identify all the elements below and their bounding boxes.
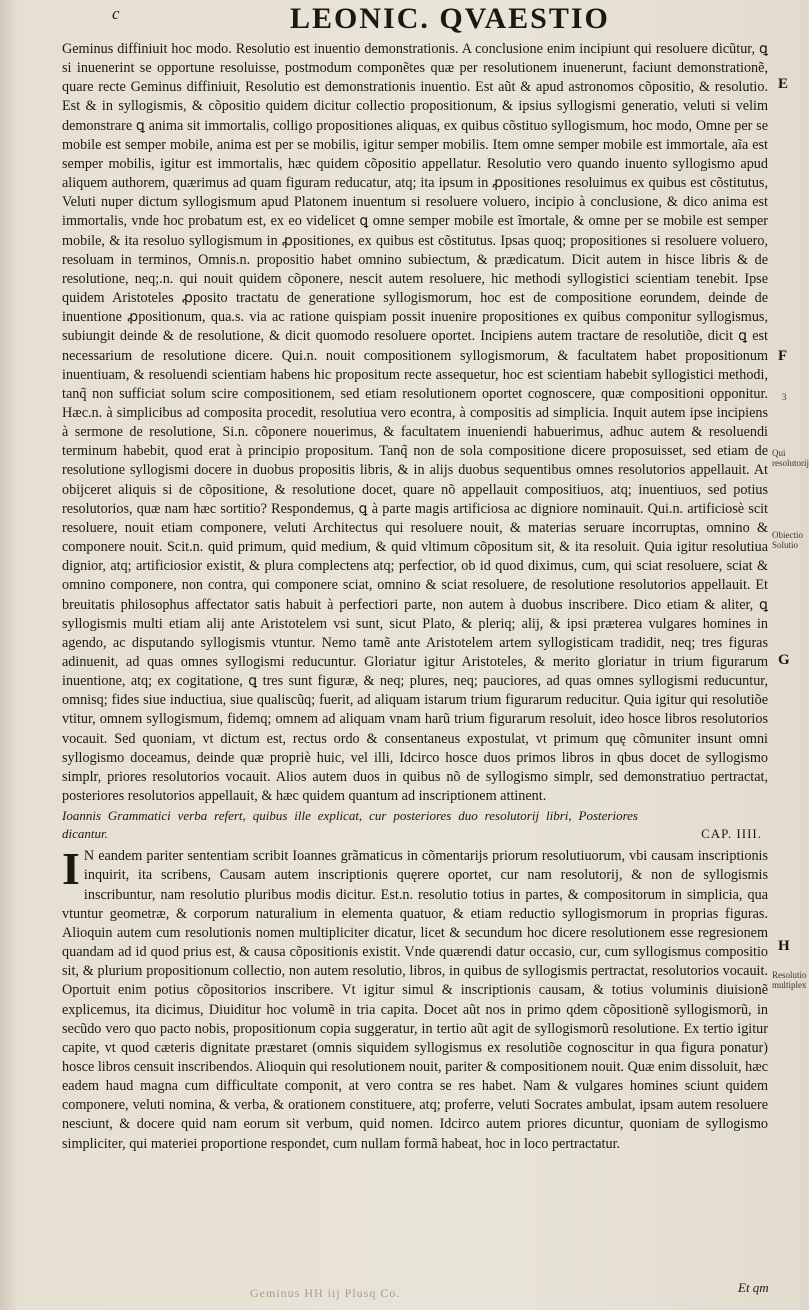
page-number: c bbox=[112, 4, 120, 23]
margin-note-number: 3 bbox=[782, 392, 787, 402]
margin-note-resolutio: Resolutio multiplex bbox=[772, 970, 807, 990]
margin-letter-g: G bbox=[778, 652, 790, 668]
chapter-label: CAP. IIII. bbox=[701, 826, 762, 842]
main-text-block bbox=[62, 40, 768, 1154]
paragraph-1: Geminus diffiniuit hoc modo. Resolutio est inuentio demonstrationis. A conclusione enim incipiunt qui resoluere dicũtur, ꝗ si inuenerint se opportune resoluisse, postmodum componẽtes quæ per resolutionem inuenerunt, faciunt demonstrationẽ, quare recte Geminus diffiniuit, Resolutio est demonstrationis inuentio. Est aũt & apud astronomos cõpositio, & resolutio. Est & in syllogismis, & cõpositio quidem dicitur collectio propositionum, & ipsius syllogismi generatio, veluti si velim demonstrare ꝗ anima sit immortalis, colligo propositiones aliquas, ex quibus cõstituo syllogismum, hoc modo, Omne per se mobile est semper mobile, anima est per se mobilis, igitur semper mobilis. Item omne semper mobile est immortale, aĩa est semper mobilis, igitur est immortalis, hæc quidem cõpositio appellatur. Resolutio vero quando inuento syllogismo apud aliquem authorem, quærimus ad quam figuram reducatur, atq; ita ipsum in ꝓpositiones resoluimus ex quibus est cõstitutus, Veluti nuper dictum syllogismum apud Platonem inuentum si resoluere voluero, incipio à conclusione, & dico anima est immortalis, vnde hoc probatum est, ex eo videlicet ꝗ omne semper mobile est ĩmortale, & omne per se mobile est semper mobile, & ita resoluo syllogismum in ꝓpositiones, ex quibus est cõstitutus. Ipsas quoq; propositiones si resoluere voluero, resoluam in terminos, Omnis.n. propositio habet omnino subiectum, & prædicatum. Dicit autem in hisce libris & de resolutione, neq;.n. qui nouit quidem cõponere, nescit autem resoluere, hic methodi syllogistici scientiam tenebit. Ipse quidem Aristoteles ꝓposito tractatu de generatione syllogismorum, hoc est de compositione eorundem, deinde de inuentione ꝓpositionum, qua.s. via ac ratione quispiam possit inuenire propositiones ex quibus componitur syllogismus, subiungit deinde & de resolutione, & dicit quomodo resoluere oportet. Incipiens autem tractare de resolutiõe, dicit ꝗ est necessarium de resolutione dicere. Qui.n. nouit compositionem syllogismorum, & facultatem habet propositionum inuentiuam, & resoluendi scientiam habens hic propositum recte assequetur, hoc est scientiam habebit syllogistici methodi, tanq̃ non sufficiat solum scire compositionem, sed etiam resolutionem oportet cognoscere, quæ compositioni opponitur. Hæc.n. à simplicibus ad composita procedit, resolutiua vero econtra, à compositis ad simplicia. Inquit autem ipse incipiens à sermone de resolutione, Si.n. cõponere nouerimus, & facultatem inueniendi habuerimus, adhuc autem & resoluendi terminum habebit, quod erat à principio propositum. Tanq̃ non de sola compositione dicere proposuisset, sed etiam de resolutione syllogismi docere in duobus propositis libris, & in alijs duobus sequentibus omnes resolutorios appellauit. At obijceret aliquis si de cõpositione, & resolutione docet, quare nõ appellauit compositiuos, atq; inuentiuos, sed potius resolutorios, quæ nam hæc sortitio? Respondemus, ꝗ à parte magis artificiosa ac digniore nominauit. Qui.n. artificiosè scit resoluere, nouit etiam componere, veluti Architectus qui resoluere nouit, & materias seruare incorruptas, omnino & componere nouit. Scit.n. quid primum, quid medium, & quid vltimum cõpositum sit, & ita resoluit. Quia igitur resolutiua dignior, atq; artificiosior existit, & plura complectens atq; perfectior, ob id quod diximus, cum, qui sciat resoluere, sciat & omnino componere, non contra, qui componere sciat, omnino & sciat resoluere, de resolutione resolutorios appellauit. Et breuitatis philosophus affectator satis habuit à perfectiori parte, non autem à duobus inscribere. Dico etiam & aliter, ꝗ syllogismis multi etiam alij ante Aristotelem vsi sunt, sicut Plato, & pleriq; alij, & ipsi præterea vulgares homines in agendo, ac disputando syllogismis vtuntur. Nemo tamẽ ante Aristotelem artem syllogisticam tradidit, neq; tres figuras adinuenit, ad quas omnes syllogismi reducuntur. Gloriatur igitur Aristoteles, & merito gloriatur in trium figurarum inuentione, atq; ex cogitatione, ꝗ tres sunt figuræ, & neq; plures, neq; pauciores, ad quas omnes syllogismi reducuntur, omnisq; fides siue inductiua, siue qualiscũq; fuerit, ad aliquam istarum trium figurarum reducitur. Quia igitur qui resolutiõe vtitur, omnem syllogismum, fidemq; omnem ad aliquam vnam harũ trium figurarum resoluit, ideo hosce libros resolutorios vocauit. Sed quoniam, vt dictum est, rectus ordo & consentaneus expostulat, vt primum quę cõmuniter insunt omni syllogismo doceamus, deinde quæ propriè huic, vel illi, Idcirco hosce duos primos libros in qbus docet de syllogismo simplr, priores resolutorios vocauit. Alios autem duos in quibus nõ de syllogismo simplr, sed demonstratiuo pertractat, posteriores resolutorios appellauit, & hæc quidem quantum ad inscriptionem attinent. bbox=[62, 41, 768, 805]
margin-letter-h: H bbox=[778, 938, 790, 954]
section-heading bbox=[62, 807, 768, 843]
paragraph-2-text: N eandem pariter sententiam scribit Ioannes grãmaticus in cõmentarijs priorum resolutiuorum, vbi causam inscriptionis inquirit, ita scribens, Causam autem inscriptionis quęrere oportet, cur nam resolutorij, & non de syllogismis inscribuntur, nam resolutio pluribus modis dicitur. Est.n. resolutio totius in partes, & compositorum in simplicia, qua vtuntur geometræ, & corporum naturalium in elementa quatuor, & etiam reductio syllogismorum in proprias figuras. Alioquin autem cum resolutionis nomen multipliciter dicatur, licet & secundum hoc dicere resolutionem esse regresionem quandam ad id quod prius est, & causa cõpositionis existit. Vnde quærendi datur occasio, cur, cum syllogismus compositio sit, & plurium propositionum collectio, non autem resolutio, libros, in quibus de syllogismis pertractat, resolutorios vocauit. Oportuit enim potius cõpositorios inscribere. Vt igitur simul & inscriptionis causam, & totius voluminis diuisionẽ explicemus, ita dicimus, Diuiditur hoc volumẽ in tria capita. Docet aũt nos in primo qdem cõpositionẽ syllogismorũ, in secũdo vero quo pacto nobis, propositionum copia suggeratur, in tertio aũt agit de syllogismorũ resolutione. Ex tertio igitur capite, vt quod cæteris dignitate præstaret (omnis siquidem syllogismus ex resolutiõe cognoscitur in qua figura ponatur) hosce libros censuit inscribendos. Alioquin qui resolutionem nouit, pariter & compositionem nouit. Quæ enim dissoluit, hæc eadem haud magna cum difficultate componit, at vero contra se res habet. Nam & vulgares homines sciunt quidem componere, veluti nomina, & verba, & orationem constituere, atq; proferre, veluti Socrates ambulat, ipsam autem resoluere nesciunt, & docere quid nam eorum sit verbum, quid nomen. Idcirco autem priores dicuntur, quoniam de syllogismo simpliciter, qui materiei proportione respondet, cum nullam formã habeat, hoc in loco pertractatur. bbox=[62, 848, 768, 1152]
margin-note-obiectio: Obiectio Solutio bbox=[772, 530, 803, 550]
margin-note-resolutorij: Qui resolutorij bbox=[772, 448, 809, 468]
paragraph-2 bbox=[62, 843, 768, 1154]
bleed-through-text: Geminus HH iij Plusq Co. bbox=[250, 1286, 401, 1300]
running-head: LEONIC. QVAESTIO bbox=[290, 2, 610, 35]
section-subheading: Ioannis Grammatici verba refert, quibus ille explicat, cur posteriores duo resolutorij libri, Posteriores dicantur. bbox=[62, 808, 638, 842]
catchword: Et qm bbox=[738, 1280, 769, 1295]
drop-cap: I bbox=[62, 843, 80, 895]
margin-letter-f: F bbox=[778, 348, 788, 364]
margin-letter-e: E bbox=[778, 76, 789, 92]
